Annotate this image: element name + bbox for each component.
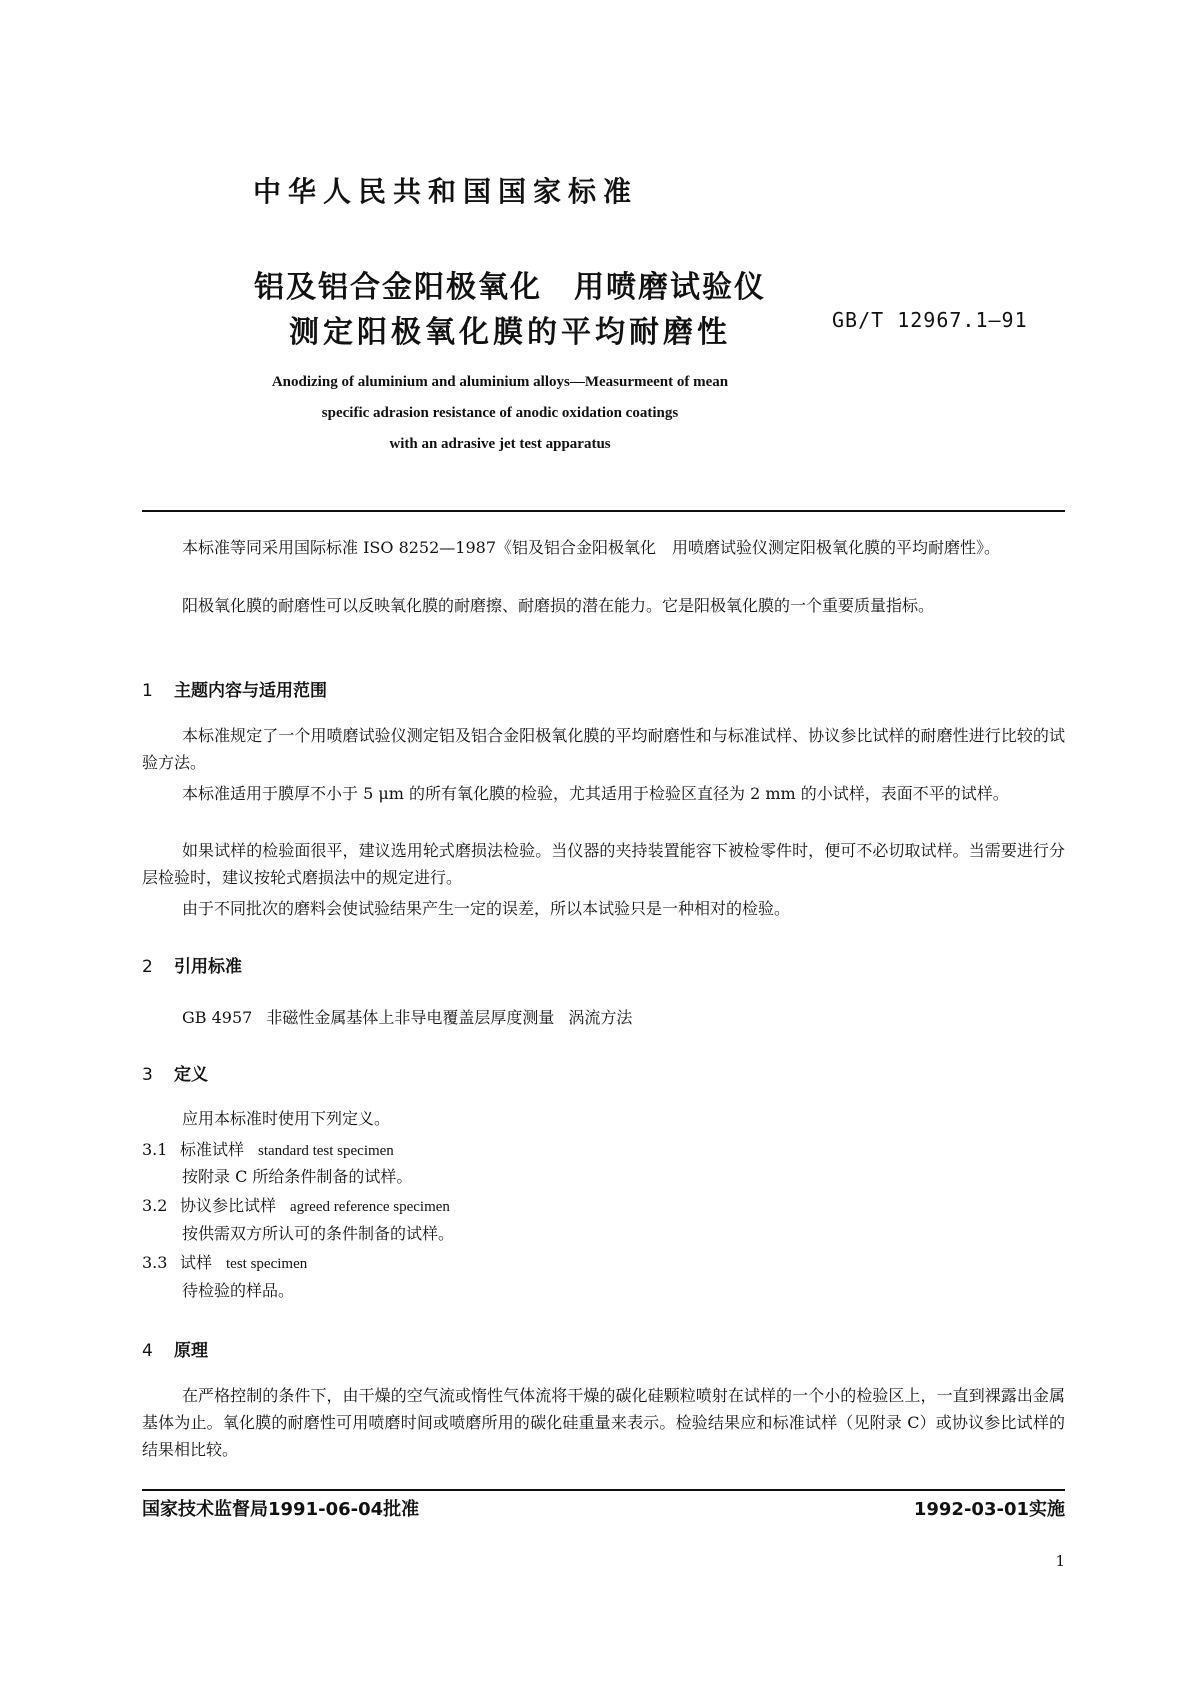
definition-term: 标准试样 xyxy=(180,1140,245,1159)
section-1-paragraph-1: 本标准规定了一个用喷磨试验仪测定铝及铝合金阳极氧化膜的平均耐磨性和与标准试样、协议参比试样的耐磨性进行比较的试验方法。 xyxy=(142,726,1065,772)
section-1-paragraph-3: 如果试样的检验面很平，建议选用轮式磨损法检验。当仪器的夹持装置能容下被检零件时，便可不必切取试样。当需要进行分层检验时，建议按轮式磨损法中的规定进行。 xyxy=(142,841,1065,887)
normative-reference xyxy=(182,1005,632,1028)
definition-english: test specimen xyxy=(226,1256,308,1272)
definition-3-1 xyxy=(142,1137,394,1160)
footer-divider xyxy=(142,1489,1065,1491)
definition-number: 3.2 xyxy=(142,1196,168,1215)
standard-code: GB/T 12967.1—91 xyxy=(832,308,1028,332)
section-1-heading xyxy=(142,676,327,701)
section-number: 1 xyxy=(142,681,153,701)
reference-method: 涡流方法 xyxy=(568,1008,633,1027)
reference-title: 非磁性金属基体上非导电覆盖层厚度测量 xyxy=(266,1008,555,1027)
definition-3-2-description: 按供需双方所认可的条件制备的试样。 xyxy=(182,1224,455,1243)
definition-3-3-description: 待检验的样品。 xyxy=(182,1281,295,1300)
intro-paragraph-2: 阳极氧化膜的耐磨性可以反映氧化膜的耐磨擦、耐磨损的潜在能力。它是阳极氧化膜的一个重要质量指标。 xyxy=(182,596,935,615)
title-line-1: 铝及铝合金阳极氧化 用喷磨试验仪 xyxy=(254,270,766,305)
definition-3-3 xyxy=(142,1250,307,1273)
section-title: 原理 xyxy=(174,1341,208,1361)
definition-term: 协议参比试样 xyxy=(180,1196,277,1215)
section-title: 定义 xyxy=(174,1065,208,1085)
national-standard-heading: 中华人民共和国国家标准 xyxy=(252,175,638,208)
section-number: 4 xyxy=(142,1341,153,1361)
definition-number: 3.1 xyxy=(142,1140,168,1159)
effective-date: 1992-03-01实施 xyxy=(913,1499,1065,1520)
section-1-paragraph-4: 由于不同批次的磨料会使试验结果产生一定的误差，所以本试验只是一种相对的检验。 xyxy=(182,899,791,918)
page-number: 1 xyxy=(1055,1552,1065,1570)
title-line-2: 测定阳极氧化膜的平均耐磨性 xyxy=(289,315,731,350)
definition-3-1-description: 按附录 C 所给条件制备的试样。 xyxy=(182,1167,413,1186)
intro-paragraph-1: 本标准等同采用国际标准 ISO 8252—1987《铝及铝合金阳极氧化 用喷磨试验仪测定阳极氧化膜的平均耐磨性》。 xyxy=(182,538,1001,557)
section-title: 引用标准 xyxy=(174,957,242,977)
section-number: 3 xyxy=(142,1065,153,1085)
section-4-heading xyxy=(142,1336,208,1361)
definition-number: 3.3 xyxy=(142,1253,168,1272)
header-divider xyxy=(142,510,1065,512)
section-title: 主题内容与适用范围 xyxy=(174,681,327,701)
section-2-heading xyxy=(142,952,242,977)
definition-3-2 xyxy=(142,1193,450,1216)
english-title-line-1: Anodizing of aluminium and aluminium alloys—Measurmeent of mean xyxy=(271,374,729,390)
section-3-intro: 应用本标准时使用下列定义。 xyxy=(182,1109,391,1128)
section-3-heading xyxy=(142,1060,208,1085)
reference-code: GB 4957 xyxy=(182,1008,253,1027)
english-title-line-3: with an adrasive jet test apparatus xyxy=(389,436,611,452)
english-title-line-2: specific adrasion resistance of anodic oxidation coatings xyxy=(321,405,679,421)
definition-english: agreed reference specimen xyxy=(290,1199,450,1215)
approval-date: 国家技术监督局1991-06-04批准 xyxy=(142,1499,420,1520)
definition-term: 试样 xyxy=(180,1253,213,1272)
section-1-paragraph-2: 本标准适用于膜厚不小于 5 μm 的所有氧化膜的检验，尤其适用于检验区直径为 2 mm 的小试样，表面不平的试样。 xyxy=(182,784,1009,803)
definition-english: standard test specimen xyxy=(258,1143,394,1159)
section-number: 2 xyxy=(142,957,153,977)
section-4-paragraph-1: 在严格控制的条件下，由干燥的空气流或惰性气体流将干燥的碳化硅颗粒喷射在试样的一个小的检验区上，一直到裸露出金属基体为止。氧化膜的耐磨性可用喷磨时间或喷磨所用的碳化硅重量来表示。检验结果应和标准试样（见附录 C）或协议参比试样的结果相比较。 xyxy=(142,1386,1065,1459)
